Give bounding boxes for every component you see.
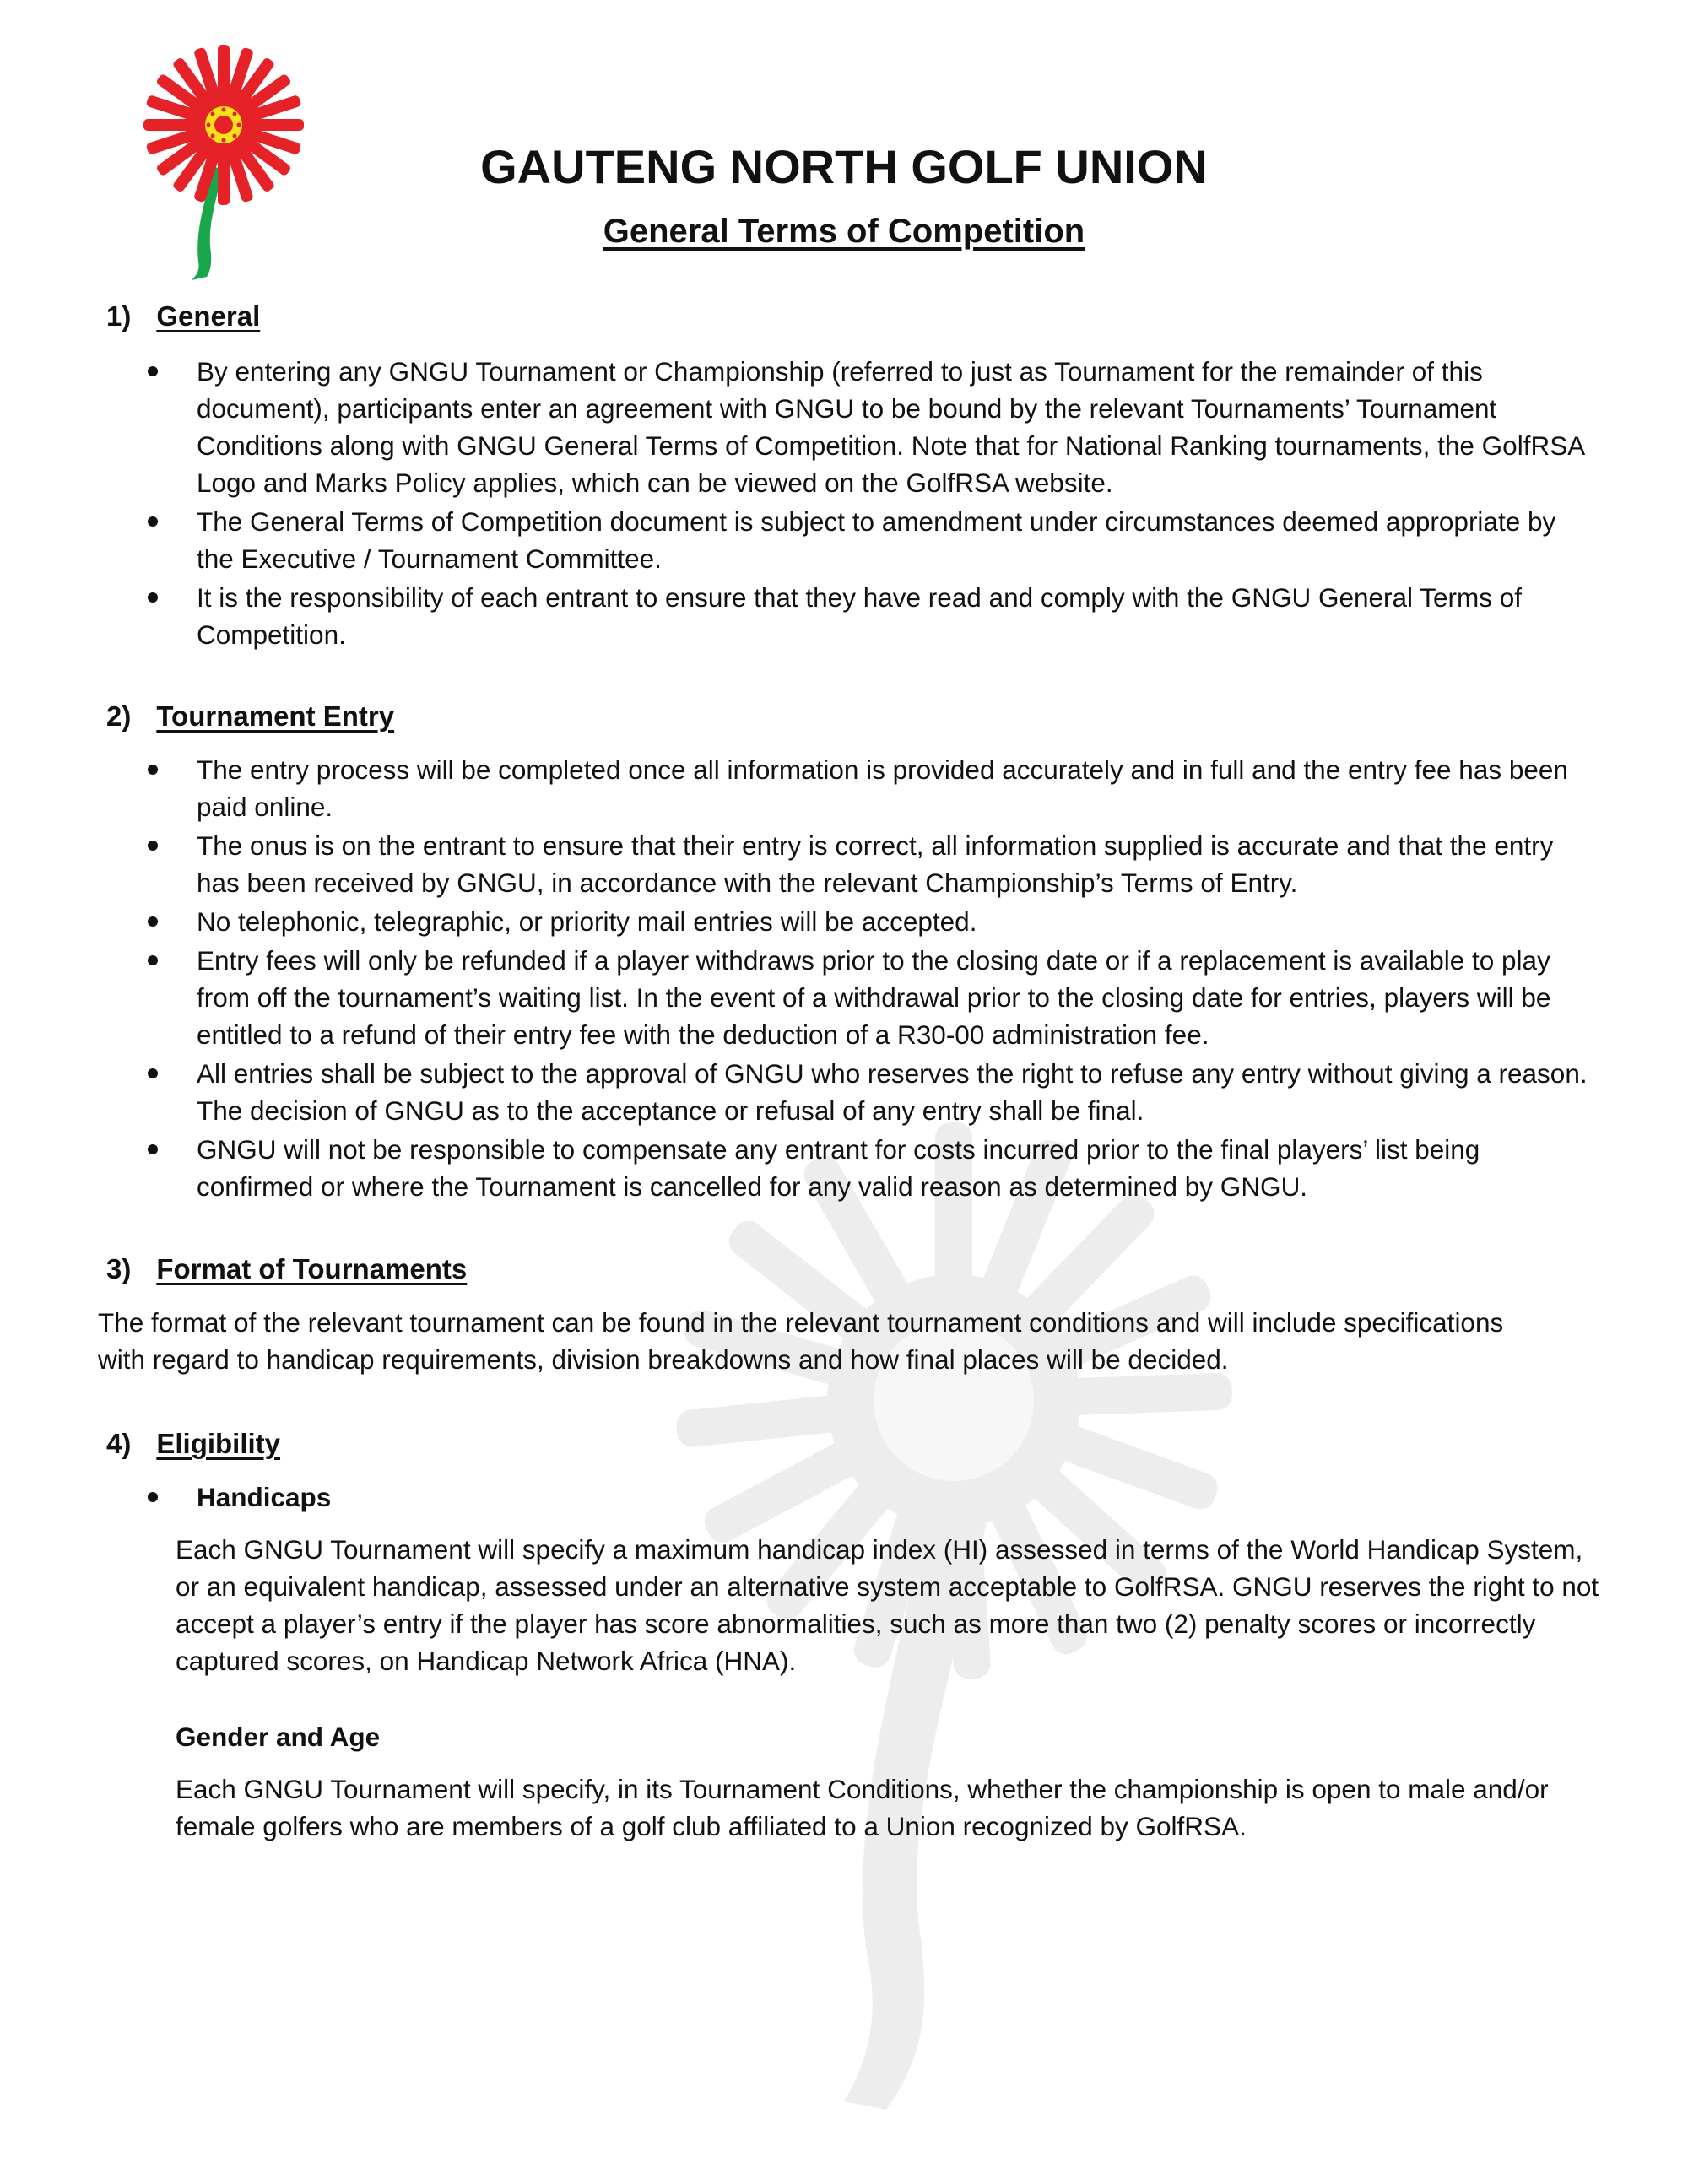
subsection-heading-handicaps: Handicaps xyxy=(148,1479,1599,1516)
bullet-icon xyxy=(148,916,158,927)
bullet-list xyxy=(148,1479,1599,1517)
bullet-icon xyxy=(148,366,158,376)
section-number: 3) xyxy=(106,1253,132,1284)
section-title: Tournament Entry xyxy=(156,700,395,732)
section-title: General xyxy=(156,300,261,332)
page-title: GAUTENG NORTH GOLF UNION xyxy=(480,140,1208,193)
list-item: It is the responsibility of each entrant to ensure that they have read and comply with the GNGU General Terms of Competition. xyxy=(148,579,1599,653)
bullet-icon xyxy=(148,765,158,775)
list-item: The entry process will be completed once all information is provided accurately and in full and the entry fee has been paid online. xyxy=(148,751,1599,825)
gender-age-paragraph: Each GNGU Tournament will specify, in its Tournament Conditions, whether the championship is open to male and/or female golfers who are members of a golf club affiliated to a Union recognized by GolfRSA. xyxy=(176,1774,1549,1841)
list-item: GNGU will not be responsible to compensate any entrant for costs incurred prior to the final players’ list being confirmed or where the Tournament is cancelled for any valid reason as determined by GNGU. xyxy=(148,1131,1599,1205)
list-item: By entering any GNGU Tournament or Championship (referred to just as Tournament for the remainder of this document), participants enter an agreement with GNGU to be bound by the relevant Tournaments’ Tournament Conditions along with GNGU General Terms of Competition. Note that for National Ranking tournaments, the GolfRSA Logo and Marks Policy applies, which can be viewed on the GolfRSA website. xyxy=(148,353,1599,501)
bullet-list xyxy=(148,353,1599,655)
section-number: 2) xyxy=(106,700,132,732)
list-item: The General Terms of Competition document is subject to amendment under circumstances deemed appropriate by the Executive / Tournament Committee. xyxy=(148,503,1599,577)
list-item: No telephonic, telegraphic, or priority mail entries will be accepted. xyxy=(148,903,1599,940)
list-item: The onus is on the entrant to ensure that their entry is correct, all information supplied is accurate and that the entry has been received by GNGU, in accordance with the relevant Championship’s Terms of Entry. xyxy=(148,827,1599,901)
section-paragraph: The format of the relevant tournament can be found in the relevant tournament conditions and will include specifications with regard to handicap requirements, division breakdowns and how final places will be decided. xyxy=(98,1307,1504,1375)
bullet-icon xyxy=(148,955,158,965)
section-number: 1) xyxy=(106,300,132,332)
bullet-icon xyxy=(148,1492,158,1502)
section-heading xyxy=(106,300,260,332)
list-item: Entry fees will only be refunded if a player withdraws prior to the closing date or if a replacement is available to play from off the tournament’s waiting list. In the event of a withdrawal prior to the closing date for entries, players will be entitled to a refund of their entry fee with the deduction of a R30-00 administration fee. xyxy=(148,942,1599,1053)
subsection-heading-gender-age: Gender and Age xyxy=(176,1722,381,1752)
bullet-icon xyxy=(148,1144,158,1154)
section-heading xyxy=(106,1253,467,1285)
bullet-icon xyxy=(148,841,158,851)
section-title: Eligibility xyxy=(156,1428,281,1459)
section-heading xyxy=(106,1428,280,1460)
section-heading xyxy=(106,700,394,733)
page-subtitle: General Terms of Competition xyxy=(603,213,1085,250)
handicaps-paragraph: Each GNGU Tournament will specify a maximum handicap index (HI) assessed in terms of the World Handicap System, or an equivalent handicap, assessed under an alternative system acceptable to GolfRSA. GNGU reserves the right to not accept a player’s entry if the player has score abnormalities, such as more than two (2) penalty scores or incorrectly captured scores, on Handicap Network Africa (HNA). xyxy=(176,1534,1599,1676)
bullet-icon xyxy=(148,592,158,603)
list-item: All entries shall be subject to the approval of GNGU who reserves the right to refuse any entry without giving a reason. The decision of GNGU as to the acceptance or refusal of any entry shall be final. xyxy=(148,1055,1599,1129)
section-number: 4) xyxy=(106,1428,132,1459)
bullet-icon xyxy=(148,516,158,527)
bullet-icon xyxy=(148,1068,158,1078)
bullet-list xyxy=(148,751,1599,1207)
section-title: Format of Tournaments xyxy=(156,1253,468,1284)
